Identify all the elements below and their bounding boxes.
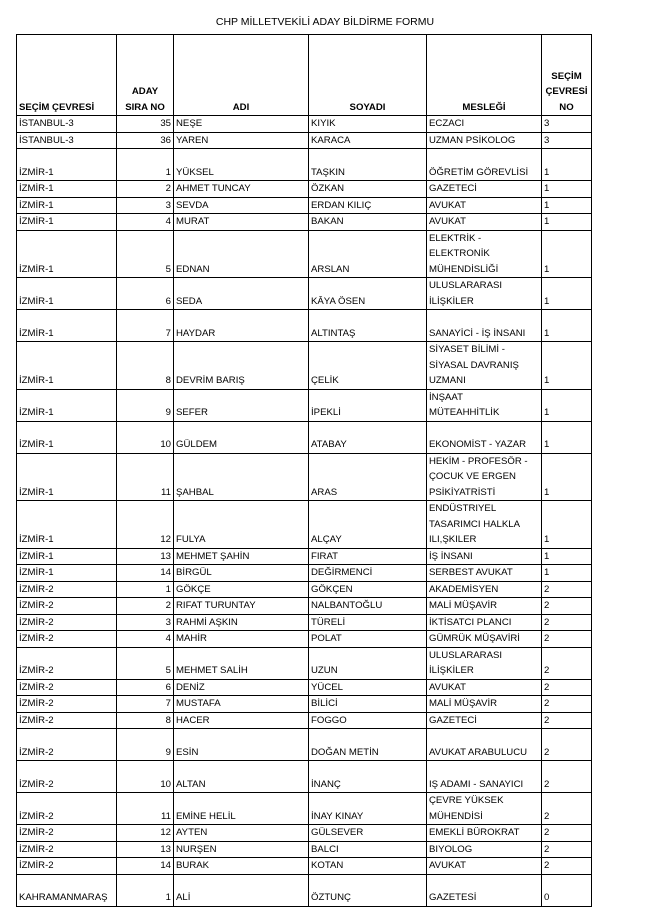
order-no-cell: 10 xyxy=(117,761,174,793)
district-cell: İZMİR-2 xyxy=(17,679,117,696)
name-cell: MEHMET SALİH xyxy=(174,647,309,679)
surname-cell: BALCI xyxy=(309,841,427,858)
district-cell: İZMİR-1 xyxy=(17,548,117,565)
surname-cell: ARSLAN xyxy=(309,230,427,278)
section-no-cell: 1 xyxy=(542,181,592,198)
district-cell: İZMİR-1 xyxy=(17,565,117,582)
name-cell: HAYDAR xyxy=(174,310,309,342)
profession-line: PSİKİYATRİSTİ xyxy=(429,486,496,498)
order-no-cell: 6 xyxy=(117,278,174,310)
section-no-cell: 2 xyxy=(542,858,592,875)
district-cell: İZMİR-1 xyxy=(17,197,117,214)
table-row xyxy=(17,181,592,198)
district-cell: İZMİR-1 xyxy=(17,278,117,310)
candidate-table xyxy=(16,34,592,907)
surname-cell: TÜRELİ xyxy=(309,614,427,631)
profession-cell xyxy=(427,825,542,842)
district-cell: İZMİR-2 xyxy=(17,712,117,729)
table-row xyxy=(17,565,592,582)
profession-line: ECZACI xyxy=(429,118,465,129)
name-cell: YAREN xyxy=(174,132,309,149)
order-no-cell: 8 xyxy=(117,342,174,390)
name-cell: RAHMİ AŞKIN xyxy=(174,614,309,631)
surname-cell: ARAS xyxy=(309,453,427,501)
order-no-cell: 1 xyxy=(117,149,174,181)
order-no-cell: 10 xyxy=(117,421,174,453)
name-cell: MUSTAFA xyxy=(174,696,309,713)
profession-line: EMEKLİ BÜROKRAT xyxy=(429,827,520,838)
profession-line: ELEKTRONİK xyxy=(429,248,490,259)
order-no-cell: 2 xyxy=(117,598,174,615)
table-row xyxy=(17,581,592,598)
section-no-cell: 0 xyxy=(542,874,592,906)
table-row xyxy=(17,761,592,793)
section-no-cell: 1 xyxy=(542,548,592,565)
surname-cell: KÂYA ÖSEN xyxy=(309,278,427,310)
district-cell: İZMİR-2 xyxy=(17,581,117,598)
order-no-cell: 9 xyxy=(117,729,174,761)
surname-cell: GÜLSEVER xyxy=(309,825,427,842)
profession-cell xyxy=(427,761,542,793)
section-no-cell: 2 xyxy=(542,841,592,858)
surname-cell: ÖZKAN xyxy=(309,181,427,198)
surname-cell: ÇELİK xyxy=(309,342,427,390)
section-no-cell: 2 xyxy=(542,598,592,615)
table-row xyxy=(17,825,592,842)
profession-cell xyxy=(427,548,542,565)
order-no-cell: 3 xyxy=(117,197,174,214)
profession-line: AVUKAT xyxy=(429,216,466,227)
order-no-cell: 8 xyxy=(117,712,174,729)
name-cell: DEVRİM BARIŞ xyxy=(174,342,309,390)
profession-line: ÇOCUK VE ERGEN xyxy=(429,471,516,482)
section-no-cell: 1 xyxy=(542,453,592,501)
profession-cell xyxy=(427,149,542,181)
profession-line: MÜHENDİSİ xyxy=(429,810,483,822)
profession-cell xyxy=(427,598,542,615)
profession-cell xyxy=(427,858,542,875)
surname-cell: ALTINTAŞ xyxy=(309,310,427,342)
table-row xyxy=(17,858,592,875)
surname-cell: FIRAT xyxy=(309,548,427,565)
surname-cell: TAŞKIN xyxy=(309,149,427,181)
section-no-cell: 2 xyxy=(542,679,592,696)
profession-line: İŞ İNSANI xyxy=(429,550,473,562)
section-no-cell: 1 xyxy=(542,278,592,310)
profession-cell xyxy=(427,712,542,729)
section-no-cell: 2 xyxy=(542,647,592,679)
surname-cell: ÖZTUNÇ xyxy=(309,874,427,906)
surname-cell: KARACA xyxy=(309,132,427,149)
profession-cell xyxy=(427,214,542,231)
profession-cell xyxy=(427,581,542,598)
header-section-line: ÇEVRESİ xyxy=(545,86,588,97)
order-no-cell: 11 xyxy=(117,453,174,501)
table-row xyxy=(17,197,592,214)
profession-cell xyxy=(427,389,542,421)
section-no-cell: 2 xyxy=(542,793,592,825)
profession-line: ENDÜSTRIYEL xyxy=(429,503,497,514)
name-cell: ALTAN xyxy=(174,761,309,793)
header-section-line: SEÇİM xyxy=(551,70,582,82)
header-district: SEÇİM ÇEVRESİ xyxy=(17,35,117,116)
profession-line: ÖĞRETİM GÖREVLİSİ xyxy=(429,166,529,178)
name-cell: YÜKSEL xyxy=(174,149,309,181)
profession-cell xyxy=(427,647,542,679)
profession-cell xyxy=(427,793,542,825)
district-cell: İZMİR-2 xyxy=(17,729,117,761)
table-row xyxy=(17,421,592,453)
profession-cell xyxy=(427,841,542,858)
section-no-cell: 1 xyxy=(542,389,592,421)
profession-line: İKTİSATCI PLANCI xyxy=(429,616,512,628)
table-row xyxy=(17,214,592,231)
form-title: CHP MİLLETVEKİLİ ADAY BİLDİRME FORMU xyxy=(215,16,435,28)
district-cell: İZMİR-2 xyxy=(17,614,117,631)
table-row xyxy=(17,793,592,825)
surname-cell: KIYIK xyxy=(309,116,427,133)
profession-line: İLİŞKİLER xyxy=(429,665,474,676)
name-cell: GÜLDEM xyxy=(174,421,309,453)
name-cell: ŞAHBAL xyxy=(174,453,309,501)
candidate-rows xyxy=(17,116,592,907)
district-cell: İZMİR-2 xyxy=(17,825,117,842)
profession-cell xyxy=(427,230,542,278)
profession-cell xyxy=(427,132,542,149)
name-cell: ESİN xyxy=(174,729,309,761)
profession-line: AVUKAT xyxy=(429,681,466,693)
order-no-cell: 1 xyxy=(117,874,174,906)
surname-cell: BİLİCİ xyxy=(309,696,427,713)
profession-line: SİYASET BİLİMİ - xyxy=(429,344,505,355)
surname-cell: İNAY KINAY xyxy=(309,793,427,825)
name-cell: MEHMET ŞAHİN xyxy=(174,548,309,565)
name-cell: NEŞE xyxy=(174,116,309,133)
district-cell: İZMİR-1 xyxy=(17,310,117,342)
district-cell: İZMİR-2 xyxy=(17,647,117,679)
profession-line: EKONOMİST - YAZAR xyxy=(429,439,527,450)
section-no-cell: 1 xyxy=(542,310,592,342)
profession-line: SERBEST AVUKAT xyxy=(429,567,513,578)
order-no-cell: 36 xyxy=(117,132,174,149)
surname-cell: DEĞİRMENCİ xyxy=(309,565,427,582)
district-cell: İZMİR-2 xyxy=(17,761,117,793)
section-no-cell: 1 xyxy=(542,230,592,278)
surname-cell: YÜCEL xyxy=(309,679,427,696)
profession-line: AVUKAT xyxy=(429,860,466,871)
district-cell: İZMİR-2 xyxy=(17,696,117,713)
district-cell: İZMİR-1 xyxy=(17,181,117,198)
table-row xyxy=(17,696,592,713)
name-cell: SEDA xyxy=(174,278,309,310)
profession-line: MÜHENDİSLİĞİ xyxy=(429,263,499,275)
district-cell: İZMİR-2 xyxy=(17,598,117,615)
header-order-line: SIRA NO xyxy=(125,101,165,113)
profession-line: GÜMRÜK MÜŞAVİRİ xyxy=(429,633,520,644)
profession-line: AVUKAT ARABULUCU xyxy=(429,746,528,758)
name-cell: GÖKÇE xyxy=(174,581,309,598)
header-profession: MESLEĞİ xyxy=(427,35,542,116)
profession-line: ELEKTRİK - xyxy=(429,232,482,244)
section-no-cell: 1 xyxy=(542,421,592,453)
profession-cell xyxy=(427,874,542,906)
profession-line: MALİ MÜŞAVİR xyxy=(429,698,498,709)
table-row xyxy=(17,647,592,679)
order-no-cell: 4 xyxy=(117,214,174,231)
profession-line: IŞ ADAMI - SANAYICI xyxy=(429,778,524,790)
profession-line: ULUSLARARASI xyxy=(429,649,503,661)
name-cell: HACER xyxy=(174,712,309,729)
district-cell: İZMİR-1 xyxy=(17,501,117,549)
profession-line: TASARIMCI HALKLA xyxy=(429,518,520,530)
profession-line: SİYASAL DAVRANIŞ xyxy=(429,359,519,371)
district-cell: İZMİR-1 xyxy=(17,342,117,390)
order-no-cell: 9 xyxy=(117,389,174,421)
header-order-line: ADAY xyxy=(131,86,159,97)
profession-line: GAZETECİ xyxy=(429,714,477,726)
profession-cell xyxy=(427,310,542,342)
surname-cell: İPEKLİ xyxy=(309,389,427,421)
table-row xyxy=(17,874,592,906)
profession-cell xyxy=(427,197,542,214)
profession-line: GAZETECİ xyxy=(429,183,477,194)
header-order-no xyxy=(117,35,174,116)
profession-line: ULUSLARARASI xyxy=(429,280,503,291)
table-row xyxy=(17,453,592,501)
order-no-cell: 13 xyxy=(117,548,174,565)
table-row xyxy=(17,679,592,696)
district-cell: İZMİR-1 xyxy=(17,230,117,278)
order-no-cell: 6 xyxy=(117,679,174,696)
table-row xyxy=(17,149,592,181)
table-row xyxy=(17,501,592,549)
order-no-cell: 1 xyxy=(117,581,174,598)
table-row xyxy=(17,548,592,565)
name-cell: MURAT xyxy=(174,214,309,231)
section-no-cell: 2 xyxy=(542,581,592,598)
profession-line: MÜTEAHHİTLİK xyxy=(429,407,500,418)
profession-line: MALİ MÜŞAVİR xyxy=(429,600,498,611)
name-cell: SEVDA xyxy=(174,197,309,214)
profession-line: AKADEMİSYEN xyxy=(429,583,499,595)
order-no-cell: 35 xyxy=(117,116,174,133)
district-cell: İZMİR-2 xyxy=(17,793,117,825)
name-cell: NURŞEN xyxy=(174,841,309,858)
section-no-cell: 2 xyxy=(542,825,592,842)
profession-line: ÇEVRE YÜKSEK xyxy=(429,795,504,806)
name-cell: BURAK xyxy=(174,858,309,875)
profession-cell xyxy=(427,614,542,631)
table-row xyxy=(17,729,592,761)
section-no-cell: 1 xyxy=(542,214,592,231)
table-row xyxy=(17,116,592,133)
district-cell: İZMİR-2 xyxy=(17,841,117,858)
table-row xyxy=(17,132,592,149)
section-no-cell: 1 xyxy=(542,501,592,549)
section-no-cell: 3 xyxy=(542,116,592,133)
name-cell: MAHİR xyxy=(174,631,309,648)
order-no-cell: 12 xyxy=(117,825,174,842)
surname-cell: POLAT xyxy=(309,631,427,648)
profession-line: ILI,ŞKILER xyxy=(429,534,477,545)
surname-cell: ATABAY xyxy=(309,421,427,453)
section-no-cell: 3 xyxy=(542,132,592,149)
profession-cell xyxy=(427,342,542,390)
district-cell: İZMİR-2 xyxy=(17,631,117,648)
name-cell: RIFAT TURUNTAY xyxy=(174,598,309,615)
district-cell: KAHRAMANMARAŞ xyxy=(17,874,117,906)
profession-cell xyxy=(427,696,542,713)
district-cell: İZMİR-1 xyxy=(17,453,117,501)
section-no-cell: 2 xyxy=(542,614,592,631)
section-no-cell: 1 xyxy=(542,342,592,390)
header-name: ADI xyxy=(174,35,309,116)
name-cell: SEFER xyxy=(174,389,309,421)
profession-cell xyxy=(427,679,542,696)
district-cell: İZMİR-1 xyxy=(17,421,117,453)
order-no-cell: 12 xyxy=(117,501,174,549)
surname-cell: UZUN xyxy=(309,647,427,679)
surname-cell: ALÇAY xyxy=(309,501,427,549)
profession-line: GAZETESİ xyxy=(429,892,477,903)
order-no-cell: 14 xyxy=(117,565,174,582)
section-no-cell: 2 xyxy=(542,729,592,761)
district-cell: İZMİR-1 xyxy=(17,389,117,421)
header-section-line: NO xyxy=(559,101,574,113)
surname-cell: FOGGO xyxy=(309,712,427,729)
profession-line: İNŞAAT xyxy=(429,391,463,403)
order-no-cell: 2 xyxy=(117,181,174,198)
profession-line: AVUKAT xyxy=(429,199,466,211)
section-no-cell: 1 xyxy=(542,565,592,582)
profession-line: UZMAN PSİKOLOG xyxy=(429,134,516,146)
profession-line: HEKİM - PROFESÖR - xyxy=(429,455,528,467)
name-cell: FULYA xyxy=(174,501,309,549)
profession-cell xyxy=(427,278,542,310)
name-cell: AYTEN xyxy=(174,825,309,842)
district-cell: İSTANBUL-3 xyxy=(17,116,117,133)
table-row xyxy=(17,342,592,390)
order-no-cell: 7 xyxy=(117,696,174,713)
name-cell: ALİ xyxy=(174,874,309,906)
order-no-cell: 7 xyxy=(117,310,174,342)
section-no-cell: 2 xyxy=(542,696,592,713)
surname-cell: ERDAN KILIÇ xyxy=(309,197,427,214)
surname-cell: İNANÇ xyxy=(309,761,427,793)
name-cell: EMİNE HELİL xyxy=(174,793,309,825)
profession-cell xyxy=(427,565,542,582)
profession-cell xyxy=(427,116,542,133)
table-row xyxy=(17,230,592,278)
district-cell: İSTANBUL-3 xyxy=(17,132,117,149)
order-no-cell: 11 xyxy=(117,793,174,825)
surname-cell: BAKAN xyxy=(309,214,427,231)
order-no-cell: 3 xyxy=(117,614,174,631)
name-cell: EDNAN xyxy=(174,230,309,278)
district-cell: İZMİR-2 xyxy=(17,858,117,875)
profession-line: SANAYİCİ - İŞ İNSANI xyxy=(429,327,526,339)
name-cell: AHMET TUNCAY xyxy=(174,181,309,198)
table-row xyxy=(17,614,592,631)
profession-line: İLİŞKİLER xyxy=(429,295,474,307)
table-row xyxy=(17,712,592,729)
surname-cell: GÖKÇEN xyxy=(309,581,427,598)
order-no-cell: 5 xyxy=(117,647,174,679)
profession-cell xyxy=(427,501,542,549)
table-row xyxy=(17,310,592,342)
profession-cell xyxy=(427,421,542,453)
header-row xyxy=(17,35,592,116)
section-no-cell: 2 xyxy=(542,761,592,793)
section-no-cell: 1 xyxy=(542,197,592,214)
district-cell: İZMİR-1 xyxy=(17,214,117,231)
table-row xyxy=(17,278,592,310)
name-cell: BİRGÜL xyxy=(174,565,309,582)
profession-cell xyxy=(427,453,542,501)
surname-cell: NALBANTOĞLU xyxy=(309,598,427,615)
profession-cell xyxy=(427,729,542,761)
surname-cell: DOĞAN METİN xyxy=(309,729,427,761)
table-row xyxy=(17,841,592,858)
profession-line: BIYOLOG xyxy=(429,843,473,855)
table-row xyxy=(17,631,592,648)
profession-cell xyxy=(427,631,542,648)
order-no-cell: 5 xyxy=(117,230,174,278)
order-no-cell: 13 xyxy=(117,841,174,858)
profession-line: UZMANI xyxy=(429,375,466,386)
header-surname: SOYADI xyxy=(309,35,427,116)
table-row xyxy=(17,598,592,615)
profession-cell xyxy=(427,181,542,198)
section-no-cell: 2 xyxy=(542,712,592,729)
section-no-cell: 2 xyxy=(542,631,592,648)
table-row xyxy=(17,389,592,421)
district-cell: İZMİR-1 xyxy=(17,149,117,181)
order-no-cell: 4 xyxy=(117,631,174,648)
header-section-no xyxy=(542,35,592,116)
name-cell: DENİZ xyxy=(174,679,309,696)
surname-cell: KOTAN xyxy=(309,858,427,875)
order-no-cell: 14 xyxy=(117,858,174,875)
section-no-cell: 1 xyxy=(542,149,592,181)
